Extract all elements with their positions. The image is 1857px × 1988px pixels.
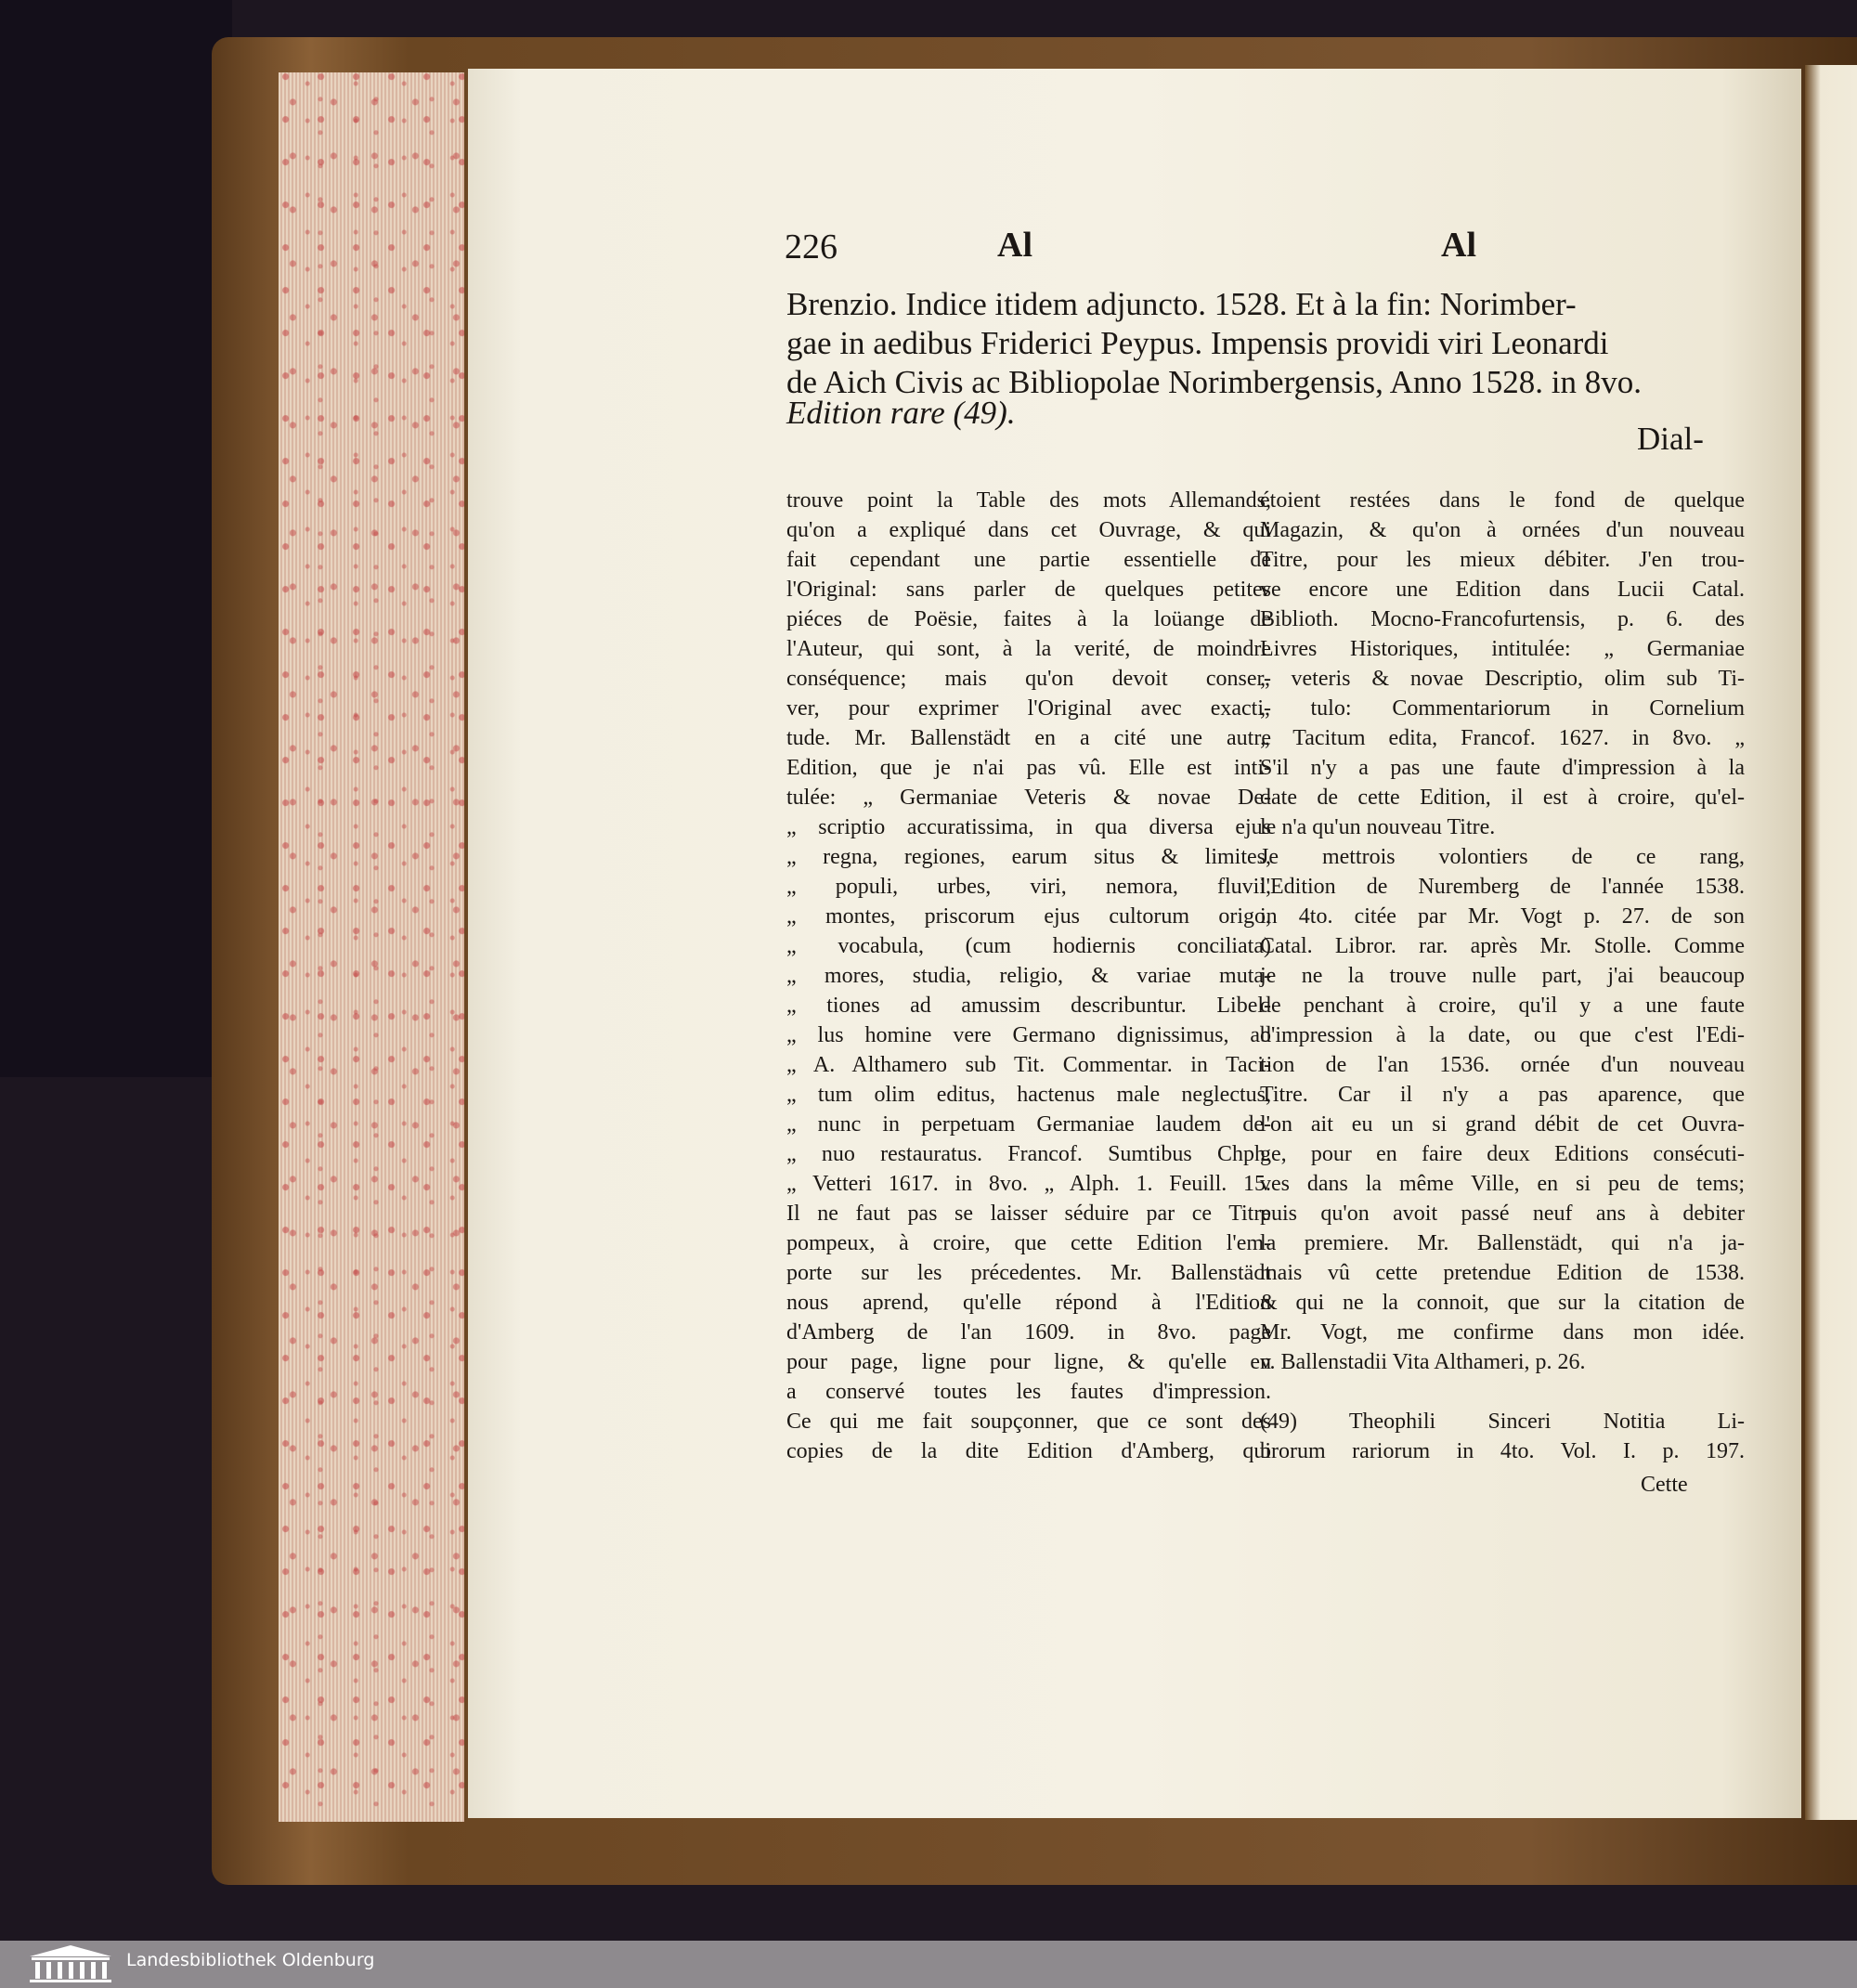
- text-line: mais vû cette pretendue Edition de 1538.: [1260, 1261, 1745, 1285]
- text-line: puis qu'on avoit passé neuf ans à debiter: [1260, 1202, 1745, 1226]
- facing-page-edge: [1805, 65, 1857, 1820]
- lead-catchword: Dial-: [1637, 421, 1704, 457]
- text-line: Titre. Car il n'y a pas aparence, que: [1260, 1083, 1745, 1107]
- text-line: l'Edition de Nuremberg de l'année 1538.: [1260, 875, 1745, 899]
- text-line: „ mores, studia, religio, & variae muta-: [786, 964, 1271, 988]
- text-line: Magazin, & qu'on à ornées d'un nouveau: [1260, 518, 1745, 542]
- text-line: l'Original: sans parler de quelques petites: [786, 578, 1271, 602]
- text-line: „ tum olim editus, hactenus male neglectus,: [786, 1083, 1271, 1107]
- text-line: „ nunc in perpetuam Germaniae laudem de-: [786, 1112, 1271, 1137]
- text-line: „ scriptio accuratissima, in qua diversa ejus: [786, 815, 1271, 839]
- text-line: „ regna, regiones, earum situs & limites,: [786, 845, 1271, 869]
- text-line: „ A. Althamero sub Tit. Commentar. in Taci-: [786, 1053, 1271, 1077]
- right-running-head: Al: [1441, 226, 1476, 265]
- left-text-column: [786, 486, 1271, 1466]
- text-line: v. Ballenstadii Vita Althameri, p. 26.: [1260, 1350, 1586, 1374]
- text-line: Edition, que je n'ai pas vû. Elle est inti-: [786, 756, 1271, 780]
- page-number: 226: [785, 227, 838, 266]
- text-line: copies de la dite Edition d'Amberg, qui: [786, 1439, 1271, 1463]
- text-line: l'on ait eu un si grand débit de cet Ouvra-: [1260, 1112, 1745, 1137]
- footnote-line: brorum rariorum in 4to. Vol. I. p. 197.: [1260, 1439, 1745, 1463]
- text-line: Catal. Libror. rar. après Mr. Stolle. Comme: [1260, 934, 1745, 958]
- text-line: Je mettrois volontiers de ce rang,: [1260, 845, 1745, 869]
- text-line: tion de l'an 1536. ornée d'un nouveau: [1260, 1053, 1745, 1077]
- dark-backdrop: [0, 0, 232, 1077]
- text-line: porte sur les précedentes. Mr. Ballenstädt: [786, 1261, 1271, 1285]
- text-line: d'impression à la date, ou que c'est l'Edi-: [1260, 1023, 1745, 1047]
- text-line: trouve point la Table des mots Allemands,: [786, 488, 1271, 513]
- text-line: ve encore une Edition dans Lucii Catal.: [1260, 578, 1745, 602]
- text-line: qu'on a expliqué dans cet Ouvrage, & qui: [786, 518, 1271, 542]
- text-line: Biblioth. Mocno-Francofurtensis, p. 6. des: [1260, 607, 1745, 631]
- text-line: & qui ne la connoit, que sur la citation de: [1260, 1291, 1745, 1315]
- text-line: „ tiones ad amussim describuntur. Libel-: [786, 994, 1271, 1018]
- text-line: ver, pour exprimer l'Original avec exacti-: [786, 696, 1271, 721]
- text-line: a conservé toutes les fautes d'impression.: [786, 1380, 1271, 1404]
- text-line: pour page, ligne pour ligne, & qu'elle en: [786, 1350, 1271, 1374]
- lead-line-3: de Aich Civis ac Bibliopolae Norimbergensis, Anno 1528. in 8vo.: [786, 364, 1642, 400]
- text-line: „ Tacitum edita, Francof. 1627. in 8vo. „: [1260, 726, 1745, 750]
- text-line: le n'a qu'un nouveau Titre.: [1260, 815, 1496, 839]
- speckled-page-edges: [279, 72, 464, 1822]
- text-line: [1260, 1377, 1745, 1407]
- text-line: S'il n'y a pas une faute d'impression à la: [1260, 756, 1745, 780]
- left-running-head: Al: [997, 226, 1032, 265]
- footnote-line: (49) Theophili Sinceri Notitia Li-: [1260, 1410, 1745, 1434]
- library-building-icon: [26, 1943, 115, 1984]
- library-name: Landesbibliothek Oldenburg: [126, 1950, 375, 1970]
- text-line: la premiere. Mr. Ballenstädt, qui n'a ja-: [1260, 1231, 1745, 1255]
- right-catchword: Cette: [1641, 1473, 1688, 1497]
- text-line: tude. Mr. Ballenstädt en a cité une autre: [786, 726, 1271, 750]
- text-line: „ montes, priscorum ejus cultorum origo,: [786, 904, 1271, 929]
- lead-line-2: gae in aedibus Friderici Peypus. Impensis providi viri Leonardi: [786, 325, 1609, 361]
- text-line: étoient restées dans le fond de quelque: [1260, 488, 1745, 513]
- text-line: fait cependant une partie essentielle de: [786, 548, 1271, 572]
- text-line: in 4to. citée par Mr. Vogt p. 27. de son: [1260, 904, 1745, 929]
- text-line: Livres Historiques, intitulée: „ Germaniae: [1260, 637, 1745, 661]
- text-line: „ populi, urbes, viri, nemora, fluvii,: [786, 875, 1271, 899]
- right-text-column: [1260, 486, 1745, 1466]
- text-line: de penchant à croire, qu'il y a une faute: [1260, 994, 1745, 1018]
- lead-line-1: Brenzio. Indice itidem adjuncto. 1528. Et à la fin: Norimber-: [786, 286, 1577, 322]
- text-line: nous aprend, qu'elle répond à l'Edition: [786, 1291, 1271, 1315]
- text-line: „ vocabula, (cum hodiernis conciliata): [786, 934, 1271, 958]
- text-line: „ veteris & novae Descriptio, olim sub Ti-: [1260, 667, 1745, 691]
- text-line: d'Amberg de l'an 1609. in 8vo. page: [786, 1320, 1271, 1345]
- text-line: conséquence; mais qu'on devoit conser-: [786, 667, 1271, 691]
- text-line: pompeux, à croire, que cette Edition l'em-: [786, 1231, 1271, 1255]
- text-line: Titre, pour les mieux débiter. J'en trou-: [1260, 548, 1745, 572]
- text-line: Il ne faut pas se laisser séduire par ce Titre: [786, 1202, 1271, 1226]
- text-line: l'Auteur, qui sont, à la verité, de moindre: [786, 637, 1271, 661]
- text-line: piéces de Poësie, faites à la loüange de: [786, 607, 1271, 631]
- text-line: ge, pour en faire deux Editions consécuti-: [1260, 1142, 1745, 1166]
- text-line: Ce qui me fait soupçonner, que ce sont des: [786, 1410, 1271, 1434]
- text-line: „ lus homine vere Germano dignissimus, ab: [786, 1023, 1271, 1047]
- text-line: Mr. Vogt, me confirme dans mon idée.: [1260, 1320, 1745, 1345]
- text-line: date de cette Edition, il est à croire, qu'el-: [1260, 786, 1745, 810]
- lead-line-4: Edition rare (49).: [786, 395, 1016, 431]
- text-line: ves dans la même Ville, en si peu de tems;: [1260, 1172, 1745, 1196]
- text-line: „ nuo restauratus. Francof. Sumtibus Chph.: [786, 1142, 1271, 1166]
- text-line: je ne la trouve nulle part, j'ai beaucoup: [1260, 964, 1745, 988]
- text-line: tulée: „ Germaniae Veteris & novae De-: [786, 786, 1271, 810]
- text-line: „ Vetteri 1617. in 8vo. „ Alph. 1. Feuill. 15.: [786, 1172, 1271, 1196]
- text-line: „ tulo: Commentariorum in Cornelium: [1260, 696, 1745, 721]
